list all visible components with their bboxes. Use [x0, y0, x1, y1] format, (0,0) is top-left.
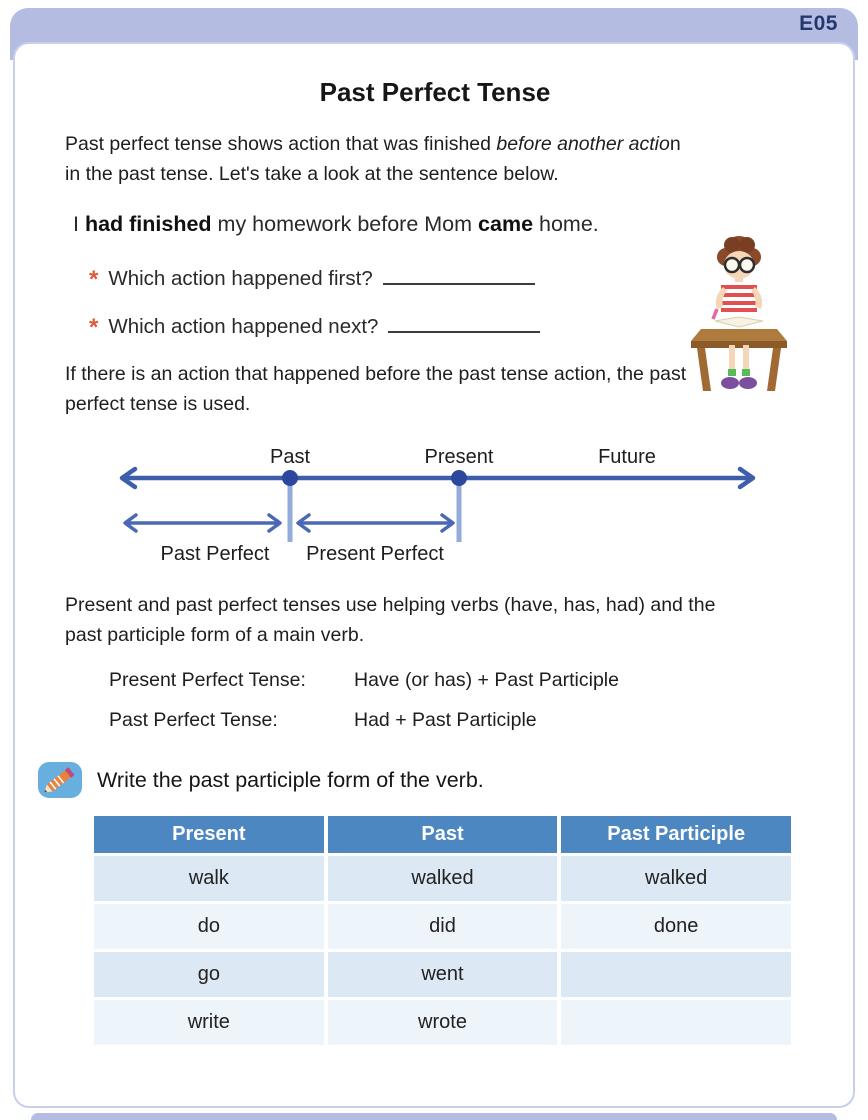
exercise-instruction: Write the past participle form of the verb.	[97, 767, 484, 792]
table-cell: wrote	[328, 1000, 558, 1045]
example-verb-past: came	[478, 212, 534, 236]
timeline-label-future: Future	[598, 446, 656, 468]
page-title: Past Perfect Tense	[319, 77, 551, 107]
timeline-svg	[65, 436, 805, 573]
table-cell-answer-blank[interactable]	[561, 1000, 791, 1045]
table-cell: went	[328, 952, 558, 997]
example-verb-past-perfect: had finished	[84, 212, 212, 236]
formula-label: Present Perfect Tense:	[109, 669, 306, 691]
formula-value: Have (or has) + Past Participle	[354, 669, 619, 691]
pencil-icon	[37, 761, 83, 799]
formula-value: Had + Past Participle	[354, 709, 537, 731]
timeline-label-past-perfect: Past Perfect	[160, 543, 270, 565]
table-cell: done	[561, 904, 791, 949]
example-part: my homework before Mom	[211, 212, 479, 236]
intro-text-line2: in the past tense. Let's take a look at the sentence below.	[65, 163, 559, 185]
explanation-text: Present and past perfect tenses use helping verbs (have, has, had) and the	[65, 594, 716, 616]
timeline-dot-past	[282, 470, 298, 486]
intro-text-tail: n	[669, 133, 681, 155]
table-cell: walked	[328, 856, 558, 901]
table-cell: did	[328, 904, 558, 949]
tense-formulas	[65, 669, 805, 732]
answer-blank-next[interactable]	[388, 313, 540, 333]
example-part: I	[73, 212, 85, 236]
intro-italic-text: before another actio	[496, 133, 670, 155]
answer-blank-first[interactable]	[383, 265, 535, 285]
table-cell: walked	[561, 856, 791, 901]
tense-timeline-diagram	[65, 436, 805, 573]
table-header-past-participle: Past Participle	[561, 816, 791, 853]
asterisk-icon: *	[89, 314, 99, 341]
explanation-paragraph-2	[65, 590, 805, 650]
timeline-dot-present	[451, 470, 467, 486]
boy-writing-illustration	[687, 233, 791, 395]
table-header-past: Past	[328, 816, 558, 853]
table-cell: go	[94, 952, 324, 997]
explanation-text: past participle form of a main verb.	[65, 624, 365, 646]
table-cell: write	[94, 1000, 324, 1045]
explanation-text: perfect tense is used.	[65, 393, 251, 415]
page-code: E05	[799, 12, 838, 35]
question-text: Which action happened next?	[108, 315, 379, 338]
verb-table	[94, 816, 791, 1045]
formula-label: Past Perfect Tense:	[109, 709, 278, 731]
formula-present-perfect	[65, 669, 805, 692]
table-cell: walk	[94, 856, 324, 901]
table-cell-answer-blank[interactable]	[561, 952, 791, 997]
next-page-band	[31, 1113, 837, 1120]
explanation-text: If there is an action that happened before the past tense action, the past	[65, 363, 687, 385]
timeline-label-present: Present	[424, 446, 494, 468]
timeline-label-present-perfect: Present Perfect	[306, 543, 444, 565]
table-cell: do	[94, 904, 324, 949]
intro-text: Past perfect tense shows action that was finished	[65, 133, 497, 155]
question-text: Which action happened first?	[108, 267, 373, 290]
intro-paragraph	[65, 129, 805, 189]
exercise-instruction-row	[37, 761, 805, 799]
timeline-label-past: Past	[269, 446, 311, 468]
table-header-present: Present	[94, 816, 324, 853]
formula-past-perfect	[65, 709, 805, 732]
asterisk-icon: *	[89, 266, 99, 293]
example-part: home.	[533, 212, 599, 236]
worksheet-card	[13, 42, 855, 1108]
